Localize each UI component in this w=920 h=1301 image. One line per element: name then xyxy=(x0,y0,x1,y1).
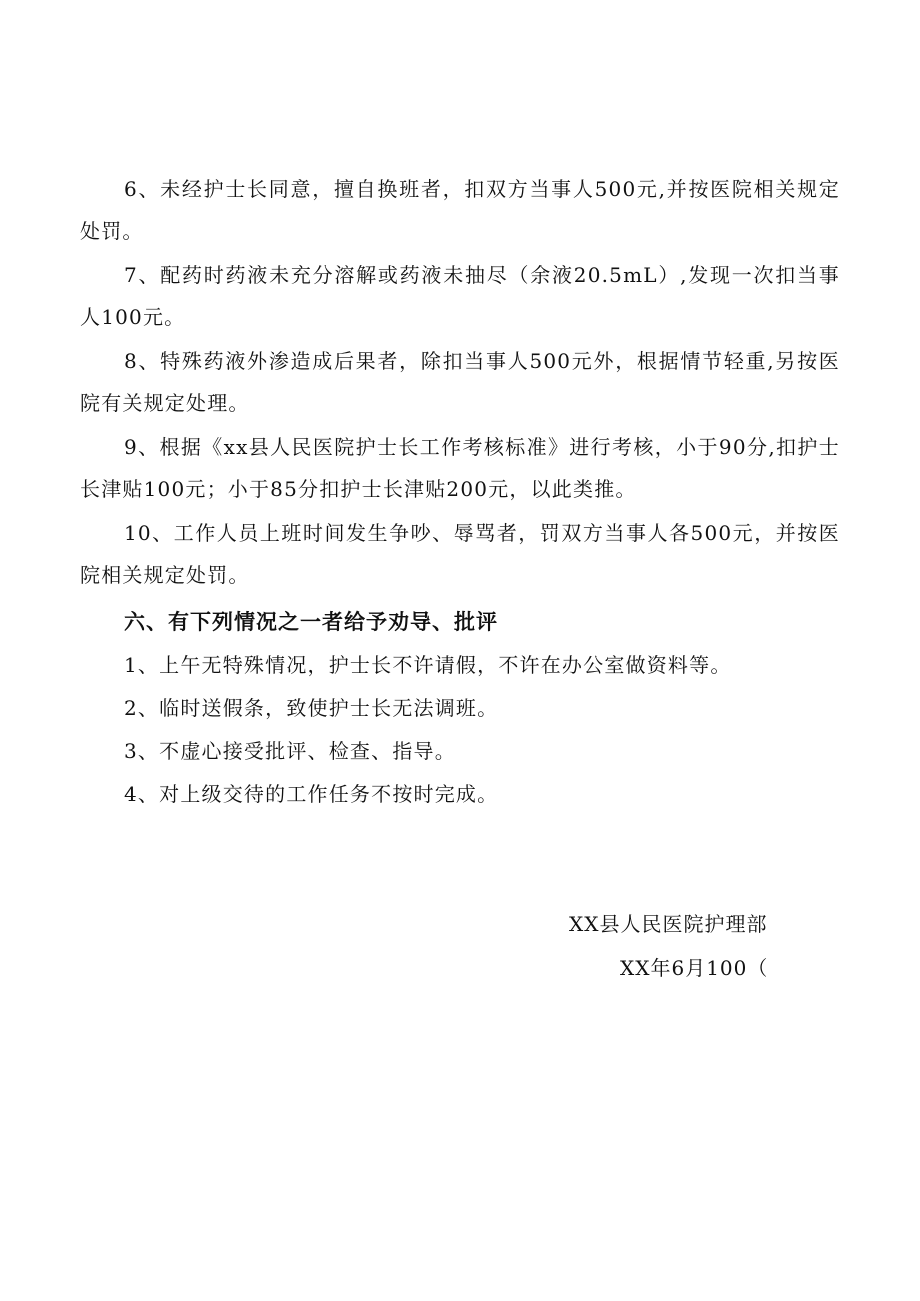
criticism-item-3: 3、不虚心接受批评、检查、指导。 xyxy=(124,739,456,763)
penalty-item-10: 10、工作人员上班时间发生争吵、辱骂者，罚双方当事人各500元，并按医院相关规定处罚。 xyxy=(80,521,840,587)
penalty-item-7: 7、配药时药液未充分溶解或药液未抽尽（余液20.5mL）,发现一次扣当事人100元。 xyxy=(80,263,840,329)
criticism-item-1: 1、上午无特殊情况，护士长不许请假，不许在办公室做资料等。 xyxy=(124,653,732,677)
signature-department: XX县人民医院护理部 xyxy=(569,912,768,936)
signature-date: XX年6月100（ xyxy=(620,956,769,980)
penalty-item-9: 9、根据《xx县人民医院护士长工作考核标准》进行考核，小于90分,扣护士长津贴100元；小于85分扣护士长津贴200元，以此类推。 xyxy=(80,435,840,501)
penalty-item-6: 6、未经护士长同意，擅自换班者，扣双方当事人500元,并按医院相关规定处罚。 xyxy=(80,177,840,243)
criticism-item-2: 2、临时送假条，致使护士长无法调班。 xyxy=(124,696,499,720)
penalty-item-8: 8、特殊药液外渗造成后果者，除扣当事人500元外，根据情节轻重,另按医院有关规定处理。 xyxy=(80,349,840,415)
criticism-item-4: 4、对上级交待的工作任务不按时完成。 xyxy=(124,782,499,806)
section-heading: 六、有下列情况之一者给予劝导、批评 xyxy=(124,610,498,634)
